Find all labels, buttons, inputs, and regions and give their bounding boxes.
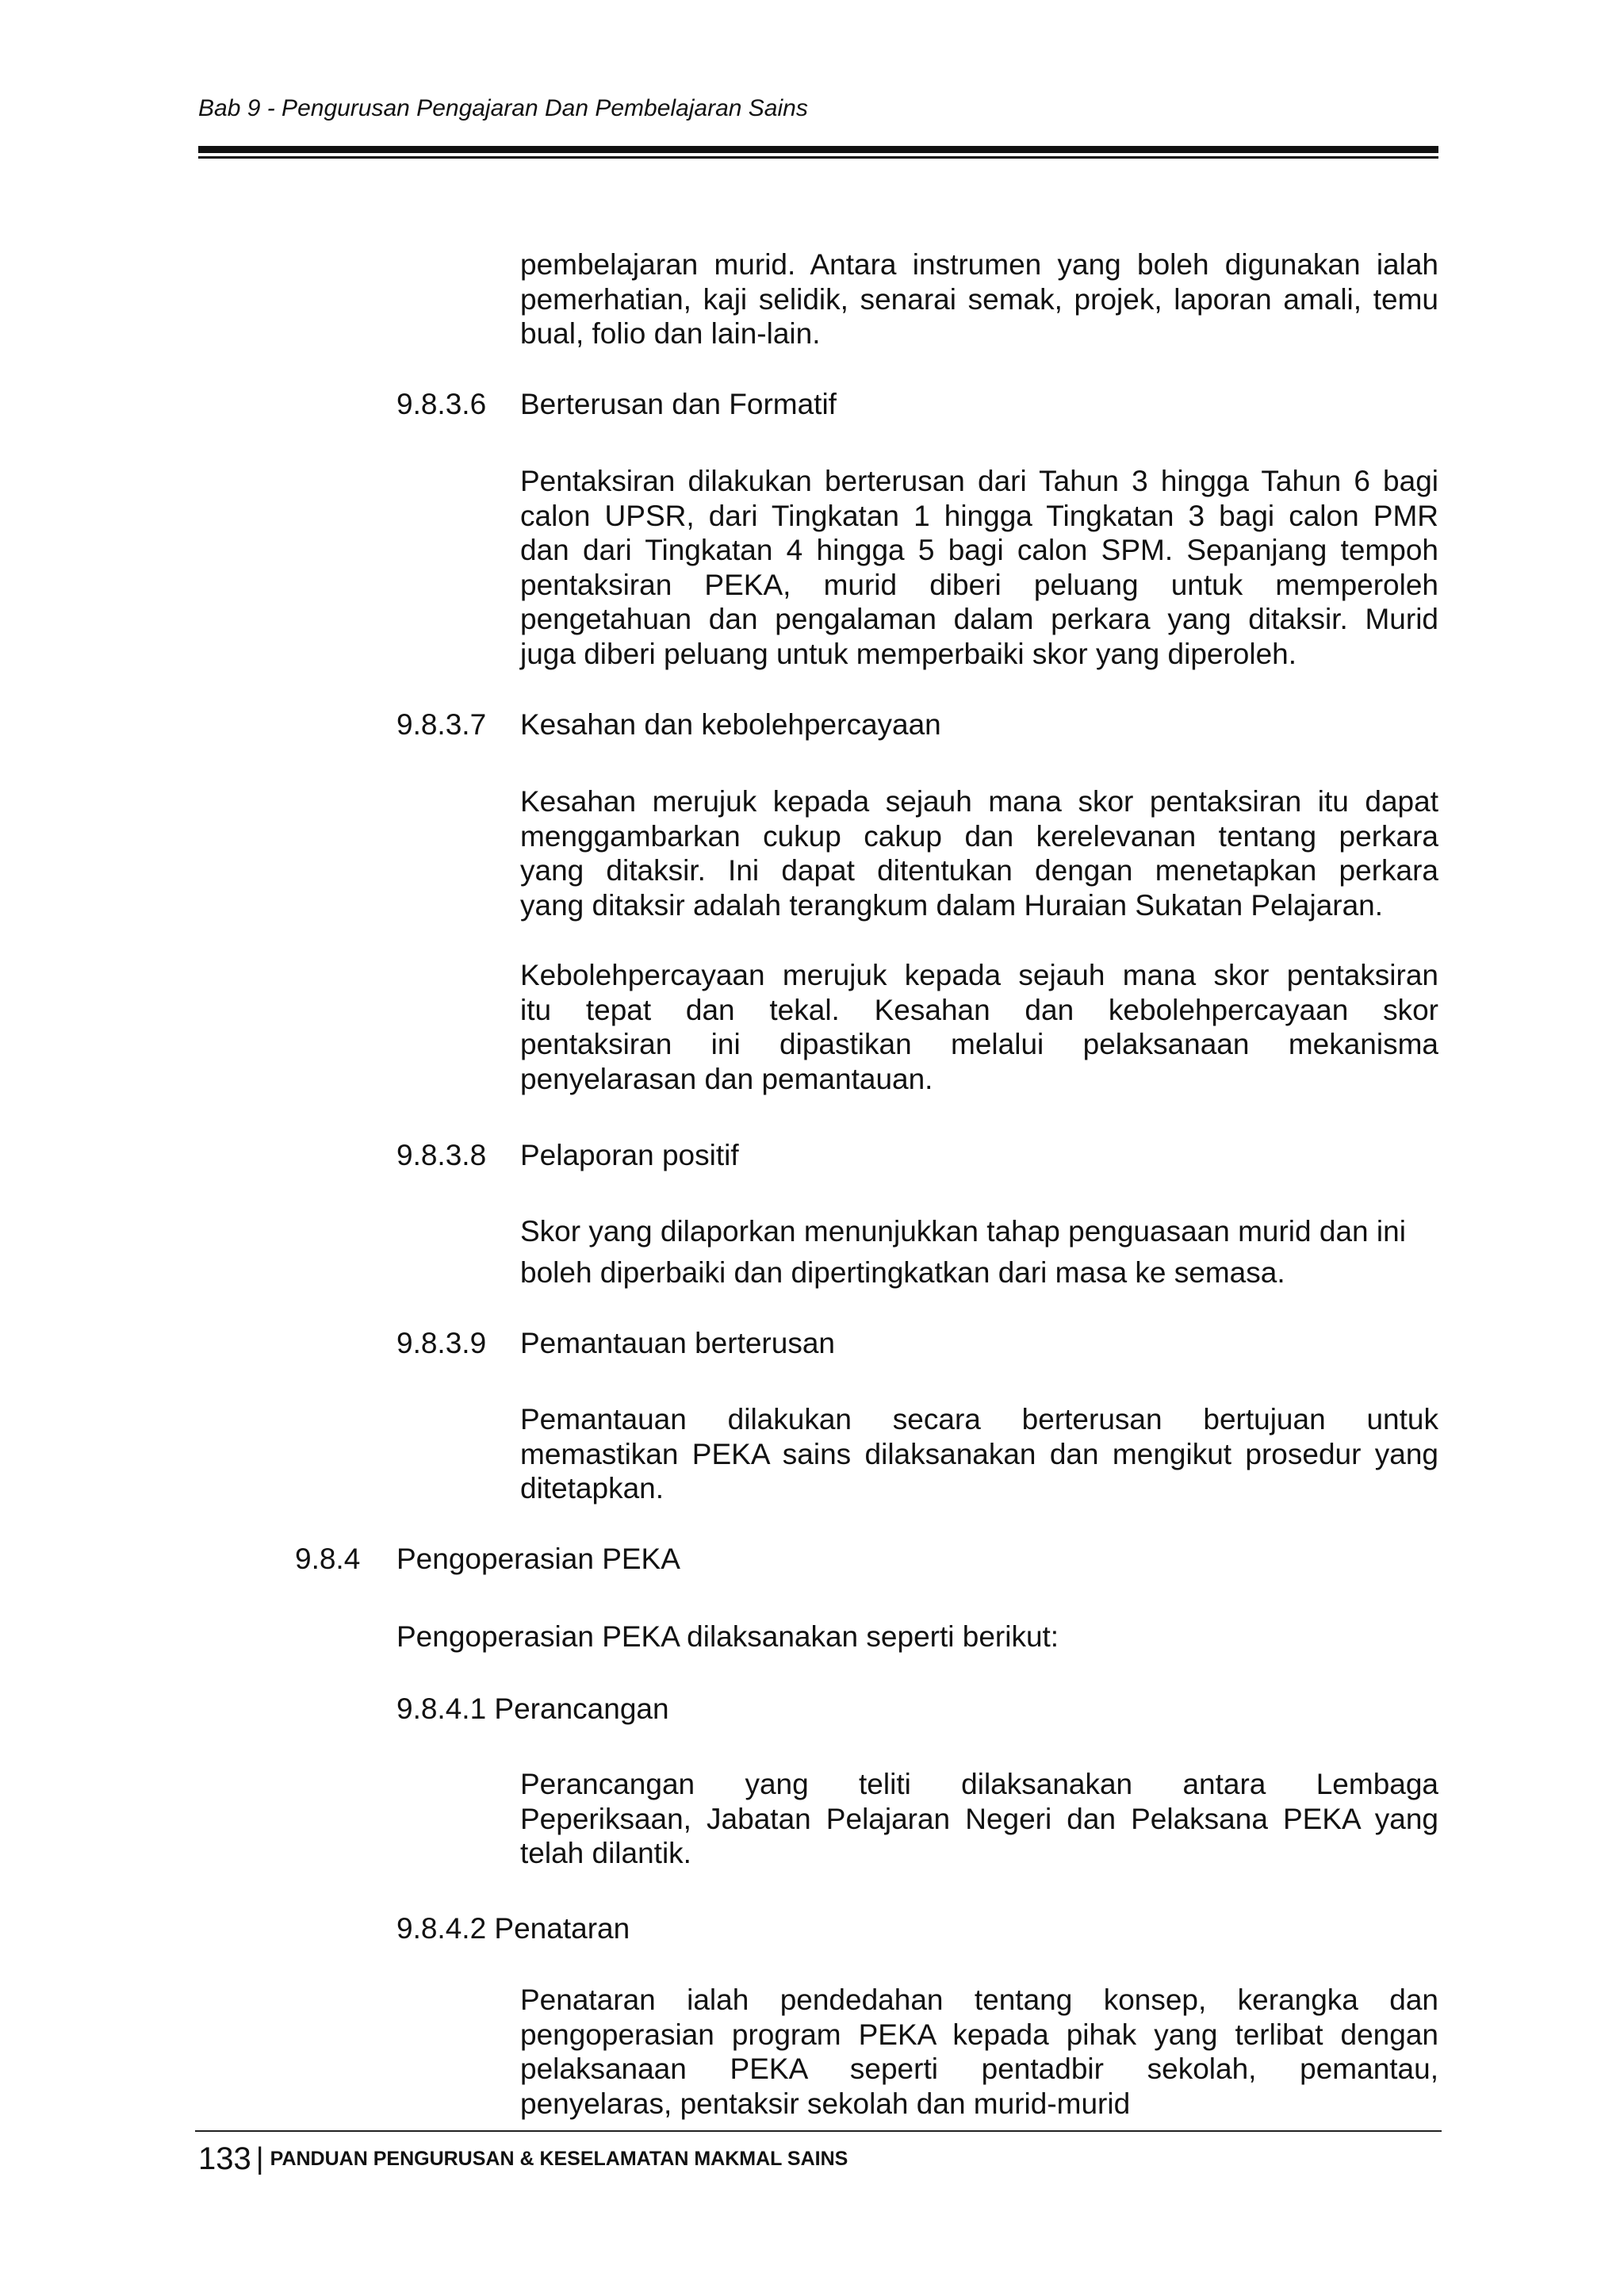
paragraph-line: Kesahan merujuk kepada sejauh mana skor pentaksiran itu dapat: [520, 785, 1438, 818]
section-title-9836: Berterusan dan Formatif: [520, 388, 837, 420]
paragraph-9841: [520, 1767, 1438, 1871]
paragraph-line: Kebolehpercayaan merujuk kepada sejauh mana skor pentaksiran: [520, 959, 1438, 991]
paragraph-line: pelaksanaan PEKA seperti pentadbir sekolah, pemantau,: [520, 2053, 1438, 2085]
paragraph-line: calon UPSR, dari Tingkatan 1 hingga Tingkatan 3 bagi calon PMR: [520, 499, 1438, 532]
paragraph-9837-b: [520, 958, 1438, 1096]
paragraph-line: yang ditaksir. Ini dapat ditentukan dengan menetapkan perkara: [520, 854, 1438, 887]
paragraph-9839: [520, 1402, 1438, 1506]
section-title-9839: Pemantauan berterusan: [520, 1327, 835, 1359]
paragraph-line: dan dari Tingkatan 4 hingga 5 bagi calon SPM. Sepanjang tempoh: [520, 534, 1438, 566]
paragraph-line: pengetahuan dan pengalaman dalam perkara yang ditaksir. Murid: [520, 603, 1438, 635]
page-number: 133: [198, 2141, 251, 2176]
paragraph-line: Pentaksiran dilakukan berterusan dari Tahun 3 hingga Tahun 6 bagi: [520, 465, 1438, 497]
footer-separator: |: [255, 2142, 264, 2175]
paragraph-line: penyelaras, pentaksir sekolah dan murid-murid: [520, 2087, 1131, 2120]
paragraph-line: juga diberi peluang untuk memperbaiki skor yang diperoleh.: [520, 637, 1297, 670]
section-number-984: 9.8.4: [295, 1543, 361, 1575]
section-title-984: Pengoperasian PEKA: [396, 1543, 680, 1575]
paragraph-line: pentaksiran ini dipastikan melalui pelaksanaan mekanisma: [520, 1028, 1438, 1060]
paragraph-line: memastikan PEKA sains dilaksanakan dan mengikut prosedur yang: [520, 1437, 1438, 1470]
section-number-9837: 9.8.3.7: [396, 708, 487, 741]
footer-title: PANDUAN PENGURUSAN & KESELAMATAN MAKMAL SAINS: [270, 2148, 848, 2170]
paragraph-9836: [520, 464, 1438, 671]
paragraph-line: menggambarkan cukup cakup dan kerelevanan tentang perkara: [520, 819, 1438, 853]
paragraph-line: pentaksiran PEKA, murid diberi peluang untuk memperoleh: [520, 568, 1438, 601]
section-number-9838: 9.8.3.8: [396, 1139, 487, 1171]
paragraph-line: Pemantauan dilakukan secara berterusan bertujuan untuk: [520, 1403, 1438, 1435]
section-heading-9841: 9.8.4.1 Perancangan: [396, 1692, 669, 1725]
intro-paragraph: [520, 247, 1438, 351]
section-number-9836: 9.8.3.6: [396, 388, 487, 420]
header-rule-thin: [198, 156, 1438, 159]
paragraph-984-intro: Pengoperasian PEKA dilaksanakan seperti berikut:: [396, 1620, 1059, 1653]
paragraph-line: Peperiksaan, Jabatan Pelajaran Negeri dan Pelaksana PEKA yang: [520, 1802, 1438, 1835]
paragraph-line: ditetapkan.: [520, 1472, 665, 1504]
paragraph-line: pembelajaran murid. Antara instrumen yang boleh digunakan ialah: [520, 248, 1438, 281]
paragraph-line: pengoperasian program PEKA kepada pihak yang terlibat dengan: [520, 2018, 1438, 2051]
running-header: Bab 9 - Pengurusan Pengajaran Dan Pembelajaran Sains: [198, 95, 808, 121]
header-rule-thick: [198, 146, 1438, 153]
section-number-9839: 9.8.3.9: [396, 1327, 487, 1359]
paragraph-line: yang ditaksir adalah terangkum dalam Huraian Sukatan Pelajaran.: [520, 888, 1384, 922]
paragraph-9837-a: [520, 784, 1438, 922]
paragraph-line: Perancangan yang teliti dilaksanakan antara Lembaga: [520, 1768, 1438, 1800]
paragraph-line: Penataran ialah pendedahan tentang konsep, kerangka dan: [520, 1984, 1438, 2016]
footer: [198, 2141, 848, 2177]
paragraph-line: penyelarasan dan pemantauan.: [520, 1062, 933, 1095]
paragraph-line: pemerhatian, kaji selidik, senarai semak, projek, laporan amali, temu: [520, 282, 1438, 316]
paragraph-line: Skor yang dilaporkan menunjukkan tahap penguasaan murid dan ini: [520, 1215, 1406, 1248]
paragraph-line: boleh diperbaiki dan dipertingkatkan dari masa ke semasa.: [520, 1256, 1285, 1289]
paragraph-9842: [520, 1983, 1438, 2121]
footer-rule: [195, 2130, 1442, 2132]
paragraph-line: itu tepat dan tekal. Kesahan dan kebolehpercayaan skor: [520, 993, 1438, 1026]
section-heading-9842: 9.8.4.2 Penataran: [396, 1912, 630, 1945]
paragraph-line: bual, folio dan lain-lain.: [520, 317, 821, 350]
section-title-9837: Kesahan dan kebolehpercayaan: [520, 708, 941, 741]
paragraph-line: telah dilantik.: [520, 1837, 691, 1869]
paragraph-9838: [520, 1211, 1438, 1294]
section-title-9838: Pelaporan positif: [520, 1139, 739, 1171]
